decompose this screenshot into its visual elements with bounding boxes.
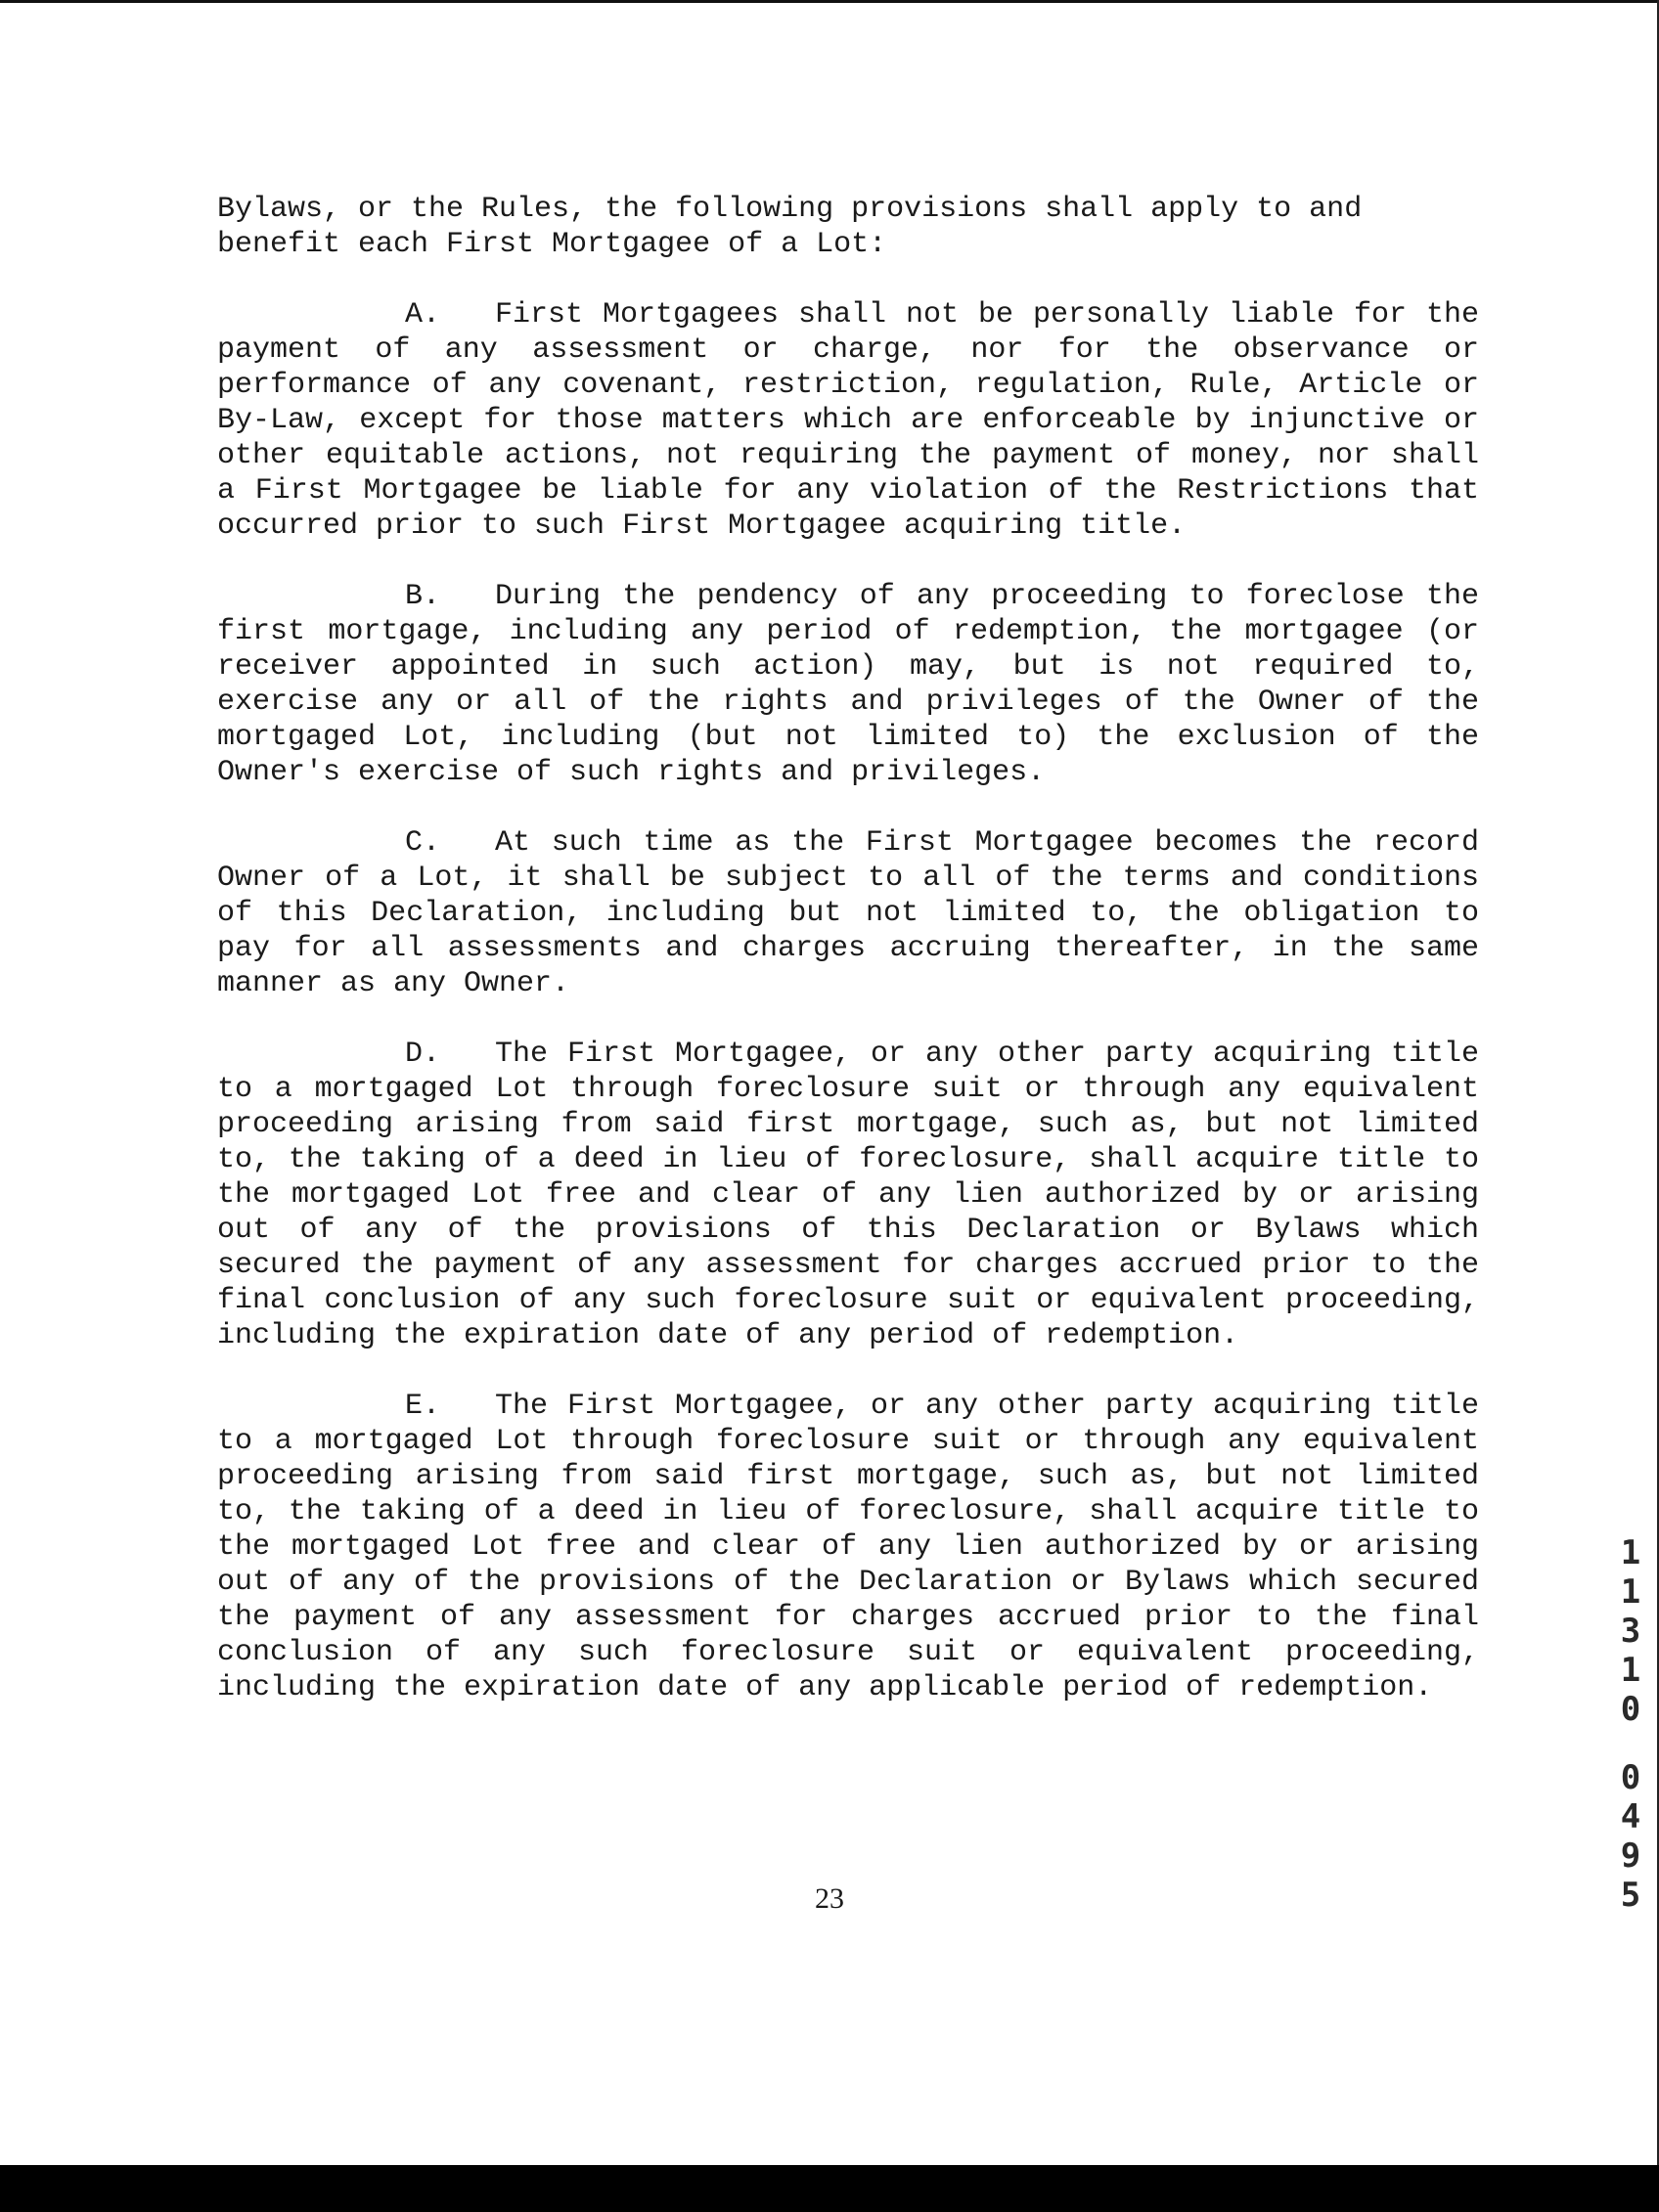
- paragraph-a: [217, 297, 1479, 544]
- paragraph-label: E.: [405, 1390, 441, 1423]
- stamp-gap: [1616, 1729, 1645, 1758]
- paragraph-text: At such time as the First Mortgagee becomes the record Owner of a Lot, it shall be subject to all of the terms and conditions of this Declaration, including but not limited to, the obligation to pay for all assessments and charges accruing thereafter, in the same manner as any Owner.: [217, 826, 1479, 1000]
- paragraph-e: [217, 1389, 1479, 1705]
- stamp-digit: 5: [1620, 1876, 1641, 1915]
- stamp-digit: 1: [1620, 1651, 1641, 1690]
- stamp-digit: 1: [1620, 1533, 1641, 1572]
- stamp-digit: 3: [1620, 1612, 1641, 1651]
- paragraph-label: D.: [405, 1038, 441, 1071]
- stamp-digit: 4: [1620, 1797, 1641, 1836]
- paragraph-label: A.: [405, 298, 441, 332]
- stamp-digit: 0: [1620, 1690, 1641, 1729]
- paragraph-label: B.: [405, 580, 441, 613]
- paragraph-text: The First Mortgagee, or any other party acquiring title to a mortgaged Lot through foreclosure suit or through any equivalent proceeding arising from said first mortgage, such as, but not limited to, the taking of a deed in lieu of foreclosure, shall acquire title to the mortgaged Lot free and clear of any lien authorized by or arising out of any of the provisions of the Declaration or Bylaws which secured the payment of any assessment for charges accrued prior to the final conclusion of any such foreclosure suit or equivalent proceeding, including the expiration date of any applicable period of redemption.: [217, 1390, 1479, 1704]
- page-number: 23: [815, 1882, 844, 1915]
- scan-top-border: [0, 0, 1659, 3]
- paragraph-text: The First Mortgagee, or any other party acquiring title to a mortgaged Lot through foreclosure suit or through any equivalent proceeding arising from said first mortgage, such as, but not limited to, the taking of a deed in lieu of foreclosure, shall acquire title to the mortgaged Lot free and clear of any lien authorized by or arising out of any of the provisions of this Declaration or Bylaws which secured the payment of any assessment for charges accrued prior to the final conclusion of any such foreclosure suit or equivalent proceeding, including the expiration date of any period of redemption.: [217, 1038, 1479, 1352]
- intro-paragraph: [217, 192, 1479, 262]
- paragraph-label: C.: [405, 826, 441, 860]
- stamp-digit: 0: [1620, 1758, 1641, 1797]
- paragraph-text: First Mortgagees shall not be personally liable for the payment of any assessment or charge, nor for the observance or performance of any covenant, restriction, regulation, Rule, Article or By-Law, except for those matters which are enforceable by injunctive or other equitable actions, not requiring the payment of money, nor shall a First Mortgagee be liable for any violation of the Restrictions that occurred prior to such First Mortgagee acquiring title.: [217, 298, 1479, 543]
- paragraph-b: [217, 579, 1479, 790]
- recording-stamp: [1616, 1533, 1645, 1915]
- paragraph-text: During the pendency of any proceeding to foreclose the first mortgage, including any period of redemption, the mortgagee (or receiver appointed in such action) may, but is not required to, exercise any or all of the rights and privileges of the Owner of the mortgaged Lot, including (but not limited to) the exclusion of the Owner's exercise of such rights and privileges.: [217, 580, 1479, 789]
- paragraph-d: [217, 1037, 1479, 1353]
- document-body: [217, 192, 1479, 1705]
- stamp-digit: 1: [1620, 1572, 1641, 1612]
- paragraph-text: Bylaws, or the Rules, the following provisions shall apply to and benefit each First Mortgagee of a Lot:: [217, 193, 1363, 261]
- stamp-digit: 9: [1620, 1836, 1641, 1876]
- paragraph-c: [217, 825, 1479, 1001]
- scan-bottom-border: [0, 2165, 1659, 2212]
